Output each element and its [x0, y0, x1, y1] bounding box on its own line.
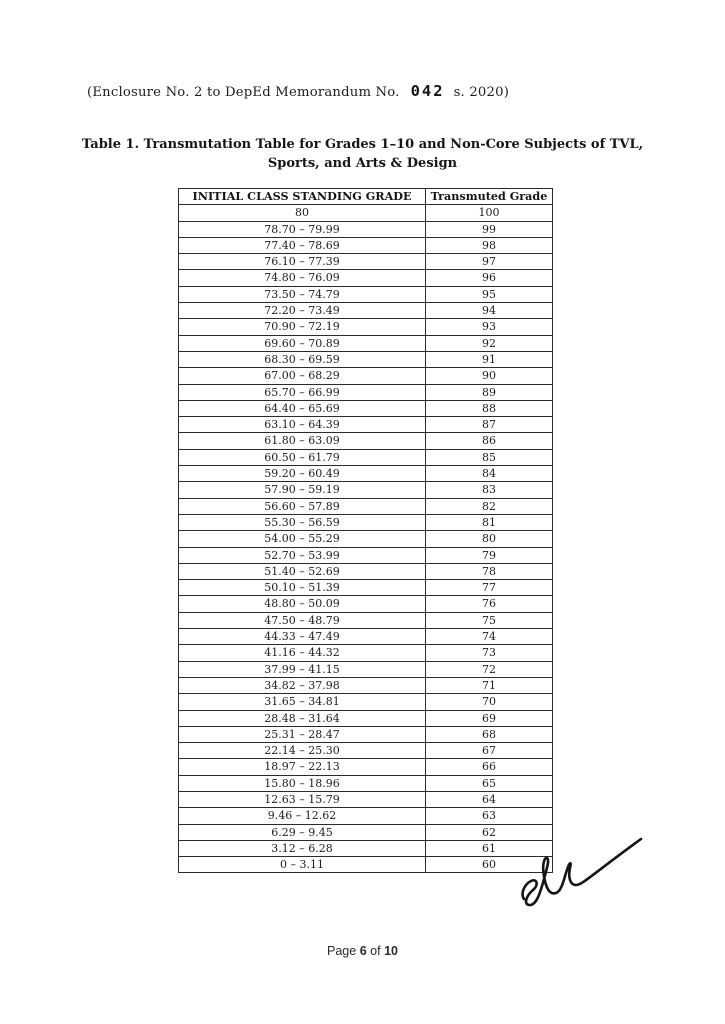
range-cell: 41.16 – 44.32	[179, 645, 426, 661]
table-row	[179, 237, 553, 253]
grade-cell: 60	[426, 857, 553, 873]
range-cell: 31.65 – 34.81	[179, 694, 426, 710]
table-row	[179, 857, 553, 873]
table-row	[179, 726, 553, 742]
grade-cell: 84	[426, 466, 553, 482]
grade-cell: 68	[426, 726, 553, 742]
grade-cell: 92	[426, 335, 553, 351]
table-title	[0, 135, 725, 173]
range-cell: 59.20 – 60.49	[179, 466, 426, 482]
table-row	[179, 368, 553, 384]
table-row	[179, 710, 553, 726]
table-title-line1: Table 1. Transmutation Table for Grades 1–10 and Non-Core Subjects of TVL,	[81, 137, 644, 152]
table-row	[179, 400, 553, 416]
range-cell: 63.10 – 64.39	[179, 417, 426, 433]
grade-cell: 82	[426, 498, 553, 514]
grade-cell: 94	[426, 303, 553, 319]
table-row	[179, 612, 553, 628]
grade-cell: 75	[426, 612, 553, 628]
table-row	[179, 384, 553, 400]
range-cell: 77.40 – 78.69	[179, 237, 426, 253]
grade-cell: 69	[426, 710, 553, 726]
grade-cell: 76	[426, 596, 553, 612]
table-row	[179, 303, 553, 319]
range-cell: 51.40 – 52.69	[179, 563, 426, 579]
range-cell: 69.60 – 70.89	[179, 335, 426, 351]
table-row	[179, 808, 553, 824]
grade-cell: 98	[426, 237, 553, 253]
table-row	[179, 759, 553, 775]
table-row	[179, 677, 553, 693]
table-row	[179, 840, 553, 856]
range-cell: 57.90 – 59.19	[179, 482, 426, 498]
grade-cell: 72	[426, 661, 553, 677]
range-cell: 37.99 – 41.15	[179, 661, 426, 677]
grade-cell: 78	[426, 563, 553, 579]
range-cell: 67.00 – 68.29	[179, 368, 426, 384]
table-row	[179, 791, 553, 807]
footer-page-total: 10	[384, 944, 398, 958]
range-cell: 22.14 – 25.30	[179, 743, 426, 759]
range-cell: 80	[179, 205, 426, 221]
grade-cell: 99	[426, 221, 553, 237]
table-row	[179, 661, 553, 677]
table-row	[179, 775, 553, 791]
footer-page-number: 6	[359, 944, 367, 958]
grade-cell: 100	[426, 205, 553, 221]
range-cell: 3.12 – 6.28	[179, 840, 426, 856]
grade-cell: 86	[426, 433, 553, 449]
range-cell: 61.80 – 63.09	[179, 433, 426, 449]
table-row	[179, 221, 553, 237]
table-header-row	[179, 189, 553, 205]
grade-cell: 74	[426, 629, 553, 645]
table-row	[179, 433, 553, 449]
grade-cell: 67	[426, 743, 553, 759]
table-row	[179, 629, 553, 645]
grade-cell: 64	[426, 791, 553, 807]
range-cell: 6.29 – 9.45	[179, 824, 426, 840]
range-cell: 18.97 – 22.13	[179, 759, 426, 775]
table-row	[179, 498, 553, 514]
grade-cell: 63	[426, 808, 553, 824]
range-cell: 44.33 – 47.49	[179, 629, 426, 645]
range-cell: 48.80 – 50.09	[179, 596, 426, 612]
range-cell: 12.63 – 15.79	[179, 791, 426, 807]
grade-cell: 73	[426, 645, 553, 661]
range-cell: 9.46 – 12.62	[179, 808, 426, 824]
table-row	[179, 205, 553, 221]
table-row	[179, 743, 553, 759]
grade-cell: 95	[426, 286, 553, 302]
range-cell: 15.80 – 18.96	[179, 775, 426, 791]
range-cell: 60.50 – 61.79	[179, 449, 426, 465]
table-row	[179, 466, 553, 482]
table-row	[179, 417, 553, 433]
range-cell: 76.10 – 77.39	[179, 254, 426, 270]
table-row	[179, 824, 553, 840]
table-row	[179, 286, 553, 302]
footer-page-label: Page	[327, 944, 357, 958]
range-cell: 28.48 – 31.64	[179, 710, 426, 726]
enclosure-line	[87, 82, 509, 100]
grade-cell: 61	[426, 840, 553, 856]
table-row	[179, 482, 553, 498]
grade-cell: 66	[426, 759, 553, 775]
grade-cell: 90	[426, 368, 553, 384]
signature-scribble	[519, 832, 645, 912]
transmutation-table-body	[179, 205, 553, 873]
table-row	[179, 645, 553, 661]
table-row	[179, 254, 553, 270]
grade-cell: 96	[426, 270, 553, 286]
table-row	[179, 335, 553, 351]
grade-cell: 71	[426, 677, 553, 693]
grade-cell: 79	[426, 547, 553, 563]
range-cell: 54.00 – 55.29	[179, 531, 426, 547]
range-cell: 68.30 – 69.59	[179, 351, 426, 367]
range-cell: 25.31 – 28.47	[179, 726, 426, 742]
range-cell: 74.80 – 76.09	[179, 270, 426, 286]
range-cell: 72.20 – 73.49	[179, 303, 426, 319]
grade-cell: 65	[426, 775, 553, 791]
transmutation-table	[178, 188, 553, 873]
header-transmuted-grade: Transmuted Grade	[426, 189, 553, 205]
grade-cell: 89	[426, 384, 553, 400]
range-cell: 34.82 – 37.98	[179, 677, 426, 693]
grade-cell: 77	[426, 580, 553, 596]
grade-cell: 81	[426, 514, 553, 530]
range-cell: 0 – 3.11	[179, 857, 426, 873]
table-row	[179, 580, 553, 596]
grade-cell: 80	[426, 531, 553, 547]
grade-cell: 83	[426, 482, 553, 498]
table-row	[179, 319, 553, 335]
table-row	[179, 563, 553, 579]
table-row	[179, 449, 553, 465]
table-row	[179, 270, 553, 286]
range-cell: 47.50 – 48.79	[179, 612, 426, 628]
grade-cell: 93	[426, 319, 553, 335]
grade-cell: 88	[426, 400, 553, 416]
range-cell: 55.30 – 56.59	[179, 514, 426, 530]
enclosure-prefix: (Enclosure No. 2 to DepEd Memorandum No.	[87, 85, 400, 100]
range-cell: 56.60 – 57.89	[179, 498, 426, 514]
table-row	[179, 351, 553, 367]
memo-number-stamp: 042	[410, 82, 445, 100]
range-cell: 78.70 – 79.99	[179, 221, 426, 237]
range-cell: 64.40 – 65.69	[179, 400, 426, 416]
range-cell: 65.70 – 66.99	[179, 384, 426, 400]
table-row	[179, 514, 553, 530]
grade-cell: 70	[426, 694, 553, 710]
range-cell: 52.70 – 53.99	[179, 547, 426, 563]
grade-cell: 91	[426, 351, 553, 367]
table-title-line2: Sports, and Arts & Design	[267, 156, 458, 171]
page-footer	[0, 944, 725, 958]
range-cell: 70.90 – 72.19	[179, 319, 426, 335]
table-row	[179, 694, 553, 710]
table-row	[179, 547, 553, 563]
grade-cell: 97	[426, 254, 553, 270]
table-row	[179, 531, 553, 547]
range-cell: 73.50 – 74.79	[179, 286, 426, 302]
enclosure-suffix: s. 2020)	[453, 85, 510, 100]
grade-cell: 62	[426, 824, 553, 840]
range-cell: 50.10 – 51.39	[179, 580, 426, 596]
grade-cell: 87	[426, 417, 553, 433]
header-initial-grade: INITIAL CLASS STANDING GRADE	[179, 189, 426, 205]
grade-cell: 85	[426, 449, 553, 465]
table-row	[179, 596, 553, 612]
footer-of-label: of	[370, 944, 381, 958]
